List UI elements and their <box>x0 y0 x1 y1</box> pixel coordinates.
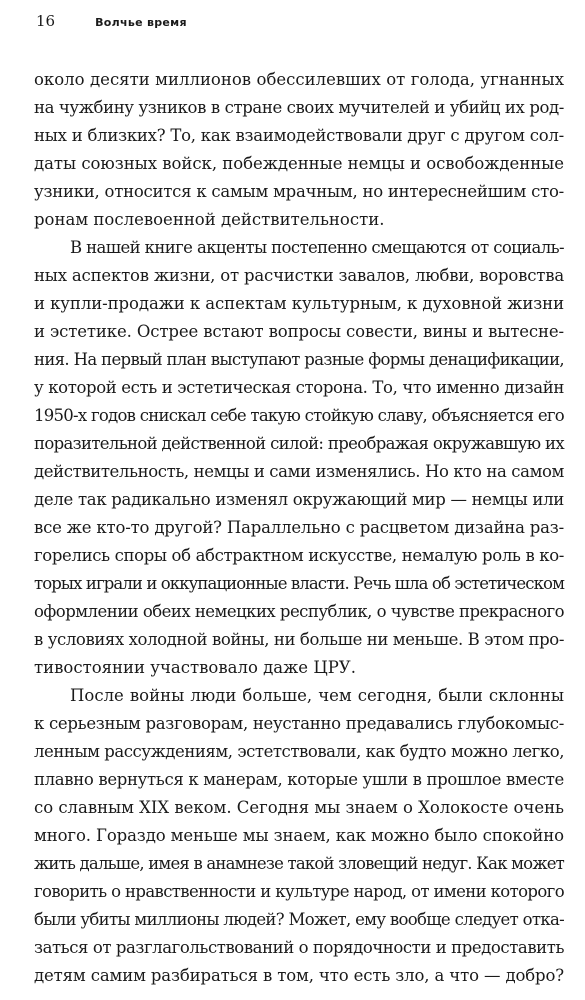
text-line: узники, относится к самым мрачным, но интереснейшим сто- <box>34 182 565 201</box>
body-text <box>34 66 564 990</box>
text-line: жить дальше, имея в анамнезе такой зловещий недуг. Как может <box>34 854 564 873</box>
text-line: на чужбину узников в стране своих мучителей и убийц их род- <box>34 98 564 117</box>
text-line: много. Гораздо меньше мы знаем, как можно было спокойно <box>34 826 564 845</box>
page-number: 16 <box>36 12 56 30</box>
text-line: говорить о нравственности и культуре народ, от имени которого <box>34 882 564 901</box>
text-line: 1950-х годов снискал себе такую стойкую славу, объясняется его <box>34 406 564 425</box>
text-line: В нашей книге акценты постепенно смещаются от социаль- <box>70 238 564 257</box>
text-line: плавно вернуться к манерам, которые ушли в прошлое вместе <box>34 770 564 789</box>
text-line: ных аспектов жизни, от расчистки завалов, любви, воровства <box>34 266 564 285</box>
text-line: оформлении обеих немецких республик, о чувстве прекрасного <box>34 602 564 621</box>
text-line: деле так радикально изменял окружающий мир — немцы или <box>34 490 564 509</box>
text-line: ленным рассуждениям, эстетствовали, как будто можно легко, <box>34 742 564 761</box>
text-line: к серьезным разговорам, неустанно предавались глубокомыс- <box>34 714 564 733</box>
text-line: все же кто-то другой? Параллельно с расцветом дизайна раз- <box>34 518 564 537</box>
text-line: в условиях холодной войны, ни больше ни меньше. В этом про- <box>34 630 564 649</box>
paragraph <box>34 682 564 990</box>
text-line: ных и близких? То, как взаимодействовали друг с другом сол- <box>34 126 564 145</box>
paragraph <box>34 234 564 682</box>
text-line: детям самим разбираться в том, что есть зло, а что — добро? <box>34 966 564 985</box>
text-line: и купли-продажи к аспектам культурным, к духовной жизни <box>34 294 564 313</box>
text-line: около десяти миллионов обессилевших от голода, угнанных <box>34 70 564 89</box>
text-line: горелись споры об абстрактном искусстве, немалую роль в ко- <box>34 546 564 565</box>
text-line: действительность, немцы и сами изменялись. Но кто на самом <box>34 462 564 481</box>
text-line: После войны люди больше, чем сегодня, были склонны <box>70 686 564 705</box>
text-line: ронам послевоенной действительности. <box>34 210 385 229</box>
text-line: со славным XIX веком. Сегодня мы знаем о Холокосте очень <box>34 798 564 817</box>
text-line: тивостоянии участвовало даже ЦРУ. <box>34 658 356 677</box>
text-line: заться от разглагольствований о порядочности и предоставить <box>34 938 564 957</box>
text-line: даты союзных войск, побежденные немцы и освобожденные <box>34 154 564 173</box>
running-title: Волчье время <box>95 16 187 29</box>
text-line: и эстетике. Острее встают вопросы совести, вины и вытесне- <box>34 322 564 341</box>
text-line: торых играли и оккупационные власти. Речь шла об эстетическом <box>34 574 564 593</box>
paragraph <box>34 66 564 234</box>
text-line: поразительной действенной силой: преображая окружавшую их <box>34 434 564 453</box>
page-header <box>36 12 187 32</box>
text-line: ния. На первый план выступают разные формы денацификации, <box>34 350 565 369</box>
text-line: у которой есть и эстетическая сторона. То, что именно дизайн <box>34 378 564 397</box>
text-line: были убиты миллионы людей? Может, ему вообще следует отка- <box>34 910 564 929</box>
